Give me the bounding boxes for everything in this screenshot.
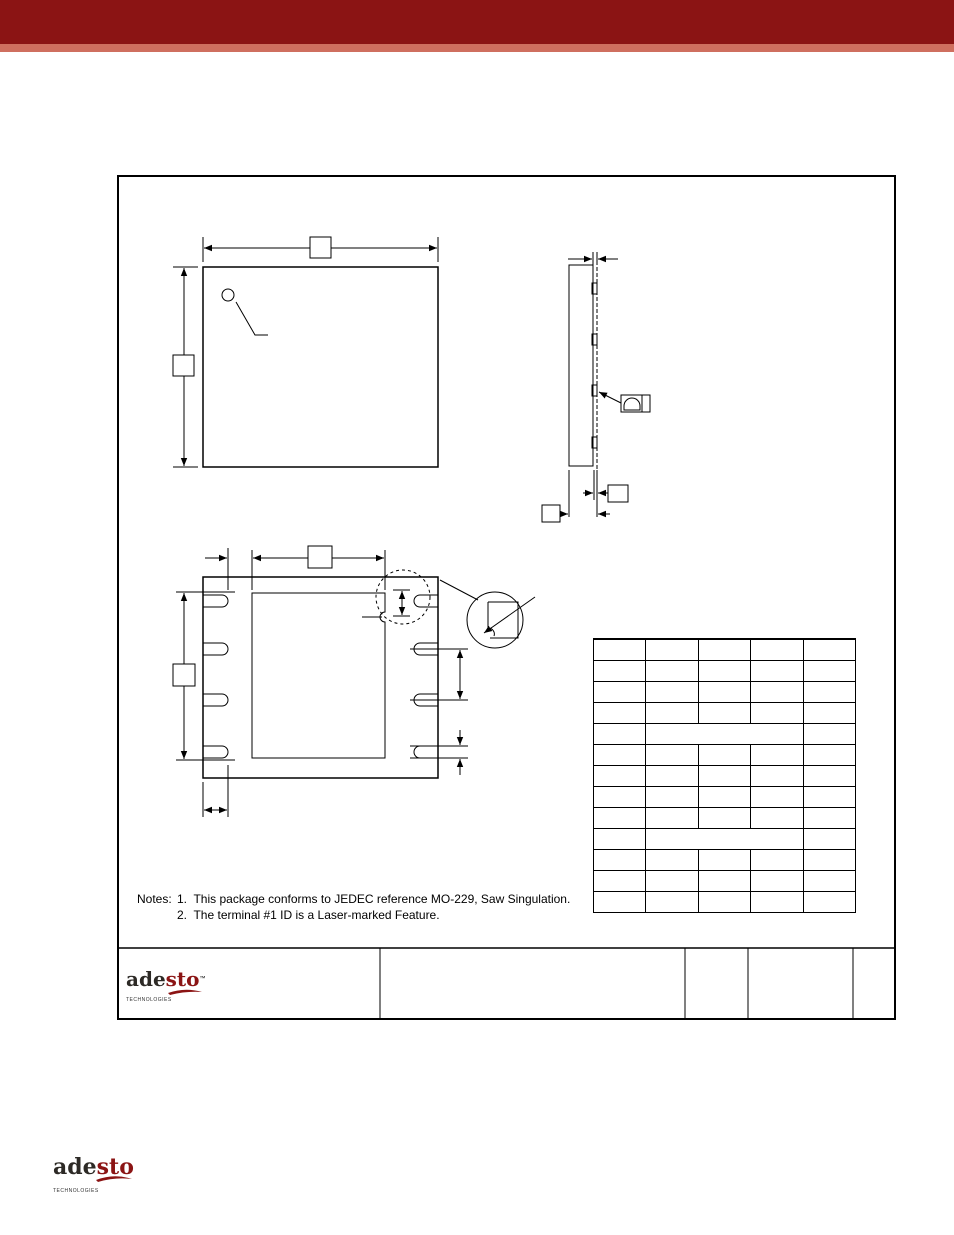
table-row bbox=[594, 892, 856, 913]
note-2-text: The terminal #1 ID is a Laser-marked Feature. bbox=[193, 908, 440, 922]
dimension-table bbox=[593, 638, 856, 913]
table-row bbox=[594, 639, 856, 661]
pad-left-4 bbox=[203, 746, 228, 758]
table-row bbox=[594, 682, 856, 703]
title-block-logo: adesto™ TECHNOLOGIES bbox=[126, 967, 206, 1003]
table-row bbox=[594, 724, 856, 745]
side-view bbox=[542, 252, 650, 522]
detail-view-circle bbox=[467, 592, 523, 648]
dim-box-bottom-height bbox=[173, 664, 195, 686]
table-row bbox=[594, 850, 856, 871]
pad-left-3 bbox=[203, 694, 228, 706]
pad-right-4 bbox=[414, 746, 438, 758]
dim-box-side-a1 bbox=[608, 485, 628, 502]
table-row bbox=[594, 871, 856, 892]
dim-box-top-height bbox=[173, 355, 194, 376]
note-2-number: 2. bbox=[177, 908, 188, 922]
dim-box-pad-width bbox=[308, 546, 332, 568]
dim-box-top-width bbox=[310, 237, 331, 258]
table-row bbox=[594, 766, 856, 787]
pad-left-2 bbox=[203, 643, 228, 655]
note-1-number: 1. bbox=[177, 892, 188, 906]
note-1 bbox=[137, 891, 570, 907]
pad-right-1 bbox=[414, 595, 438, 607]
pad-left-1 bbox=[203, 595, 228, 607]
top-view bbox=[173, 237, 438, 467]
table-row bbox=[594, 661, 856, 682]
table-row bbox=[594, 787, 856, 808]
pin1-marker-circle bbox=[222, 289, 234, 301]
table-row bbox=[594, 829, 856, 850]
bottom-view bbox=[173, 546, 535, 817]
table-row bbox=[594, 745, 856, 766]
dim-box-side-a bbox=[542, 505, 560, 522]
flatness-callout-box bbox=[621, 395, 650, 412]
table-row bbox=[594, 808, 856, 829]
notes-label: Notes: bbox=[137, 892, 172, 906]
note-1-text: This package conforms to JEDEC reference MO-229, Saw Singulation. bbox=[193, 892, 571, 906]
footer-logo: adesto TECHNOLOGIES bbox=[53, 1154, 134, 1194]
drawing-notes bbox=[137, 891, 570, 923]
table-row bbox=[594, 703, 856, 724]
note-2 bbox=[137, 907, 570, 923]
